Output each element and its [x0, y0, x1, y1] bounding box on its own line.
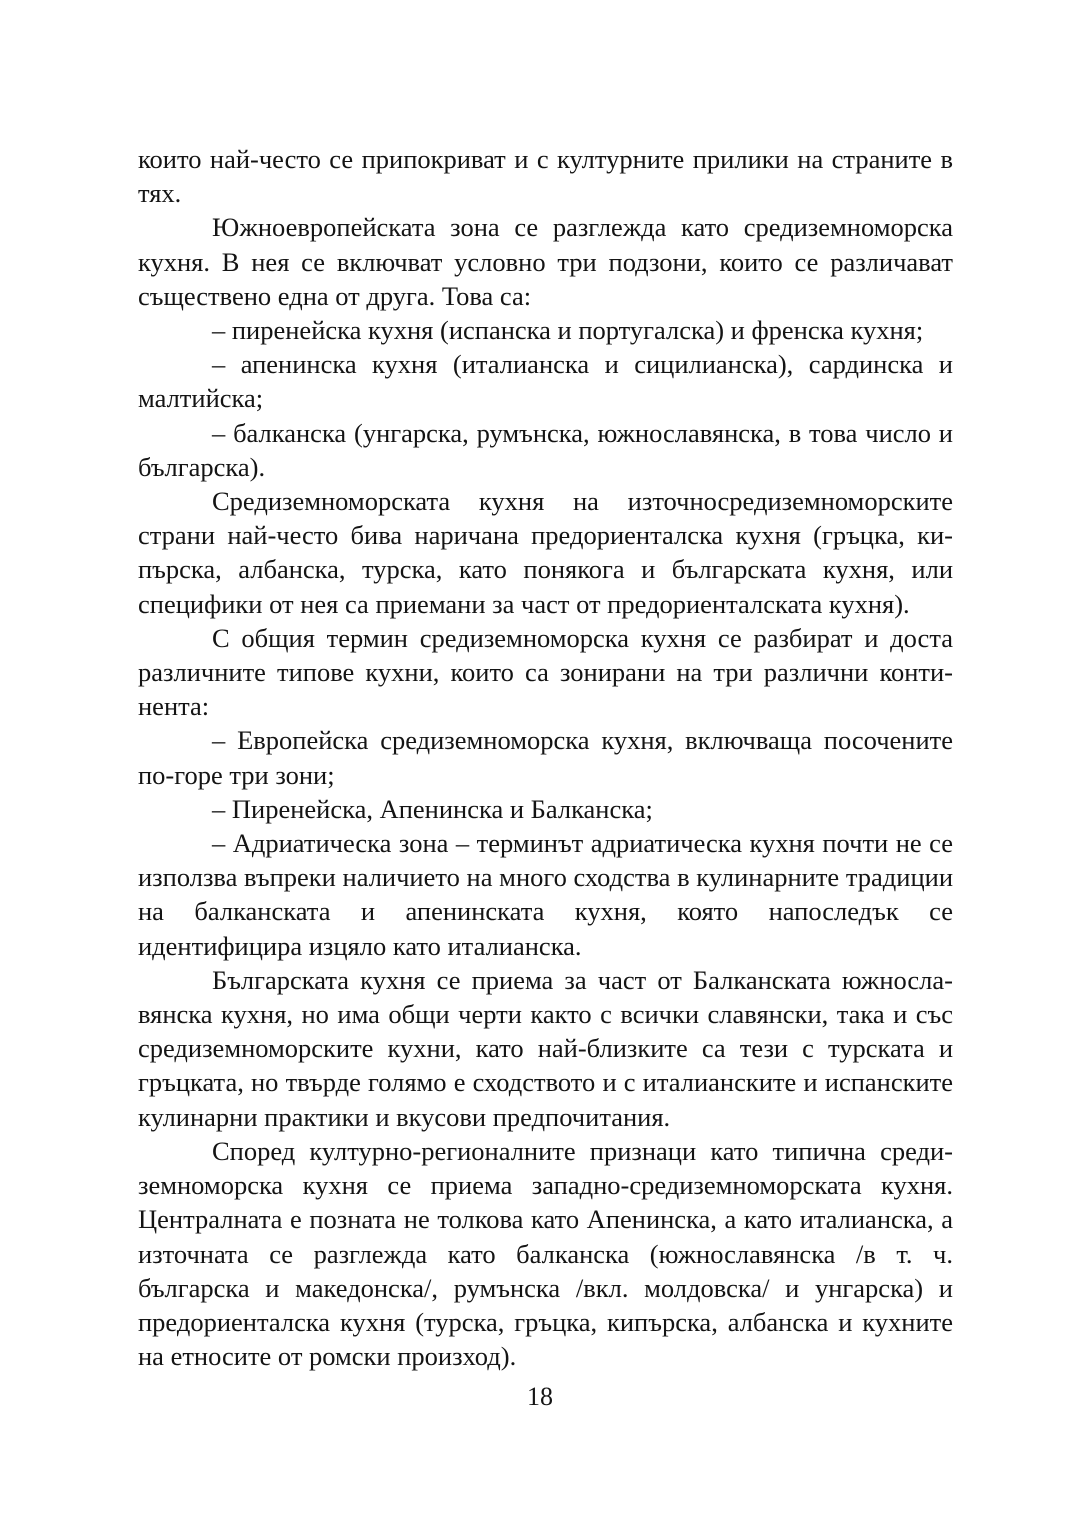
paragraph-southern-europe-zone: Южноевропейската зона се разглежда като средиземноморска кухня. В нея се включват условно три подзони, които се различават съществено една от друга. Това са:	[138, 212, 953, 311]
page-number: 18	[527, 1382, 553, 1411]
page-body	[138, 142, 953, 1373]
paragraph-eastern-mediterranean: Средиземноморската кухня на източносредиземноморските страни най-често бива наричана предориенталска кухня (гръцка, кипърска, албанска, турска, като понякога и българската кухня, или специфики от нея са приемани за част от предориенталската кухня).	[138, 486, 953, 619]
list-item-three-zones: – Пиренейска, Апенинска и Балканска;	[212, 793, 653, 824]
list-item-pyrenean: – пиренейска кухня (испанска и португалска) и френска кухня;	[212, 315, 924, 346]
paragraph-general-term: С общия термин средиземноморска кухня се разбират и доста различните типове кухни, които са зонирани на три различни континента:	[138, 622, 953, 722]
paragraph-regional-signs: Според културно-регионалните признаци като типична средиземноморска кухня се приема западно-средиземноморската кухня. Централната е позната не толкова като Апенинска, а като италианска, а източната се разглежда като балканска (южнославянска /в т. ч. българска и македонска/, румънска /вкл. молдовска/ и унгарска) и предориенталска кухня (турска, гръцка, кипърска, албанска и кухните на етносите от ромски произход).	[138, 1135, 953, 1372]
list-item-european-mediterranean: – Европейска средиземноморска кухня, включваща посочените по-горе три зони;	[138, 725, 953, 790]
list-item-apennine: – апенинска кухня (италианска и сицилианска), сардинска и малтийска;	[138, 349, 953, 414]
list-item-adriatic: – Адриатическа зона – терминът адриатическа кухня почти не се използва въпреки наличието на много сходства в кулинарните традиции на балканската и апенинската кухня, която напоследък се идентифицира изцяло като италианска.	[138, 828, 953, 961]
list-item-balkan: – балканска (унгарска, румънска, южнославянска, в това число и българска).	[138, 417, 953, 482]
paragraph-bulgarian-cuisine: Българската кухня се приема за част от Балканската южнославянска кухня, но има общи черти както с всички славянски, така и със средиземноморските кухни, като най-близките са тези с турската и гръцката, но твърде голямо е сходството и с италианските и испанските кулинарни практики и вкусови предпочитания.	[138, 964, 953, 1132]
paragraph-continuation: които най-често се припокриват и с културните прилики на страните в тях.	[138, 144, 953, 209]
